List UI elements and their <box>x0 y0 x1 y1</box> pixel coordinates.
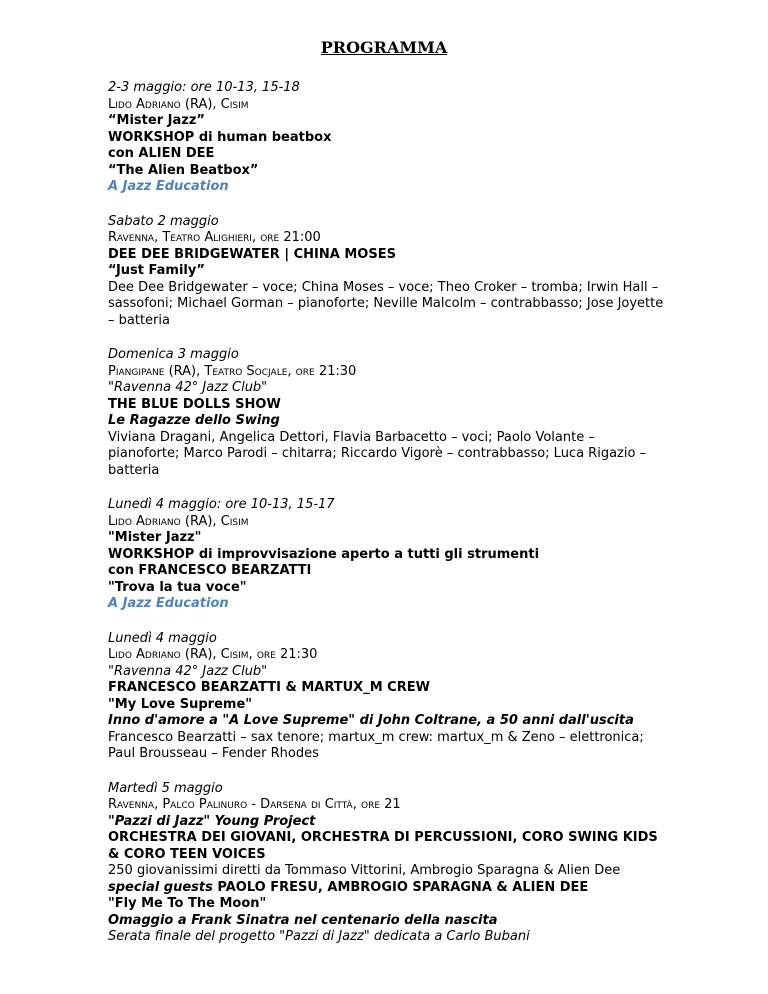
event-lineup: Dee Dee Bridgewater – voce; China Moses – voce; Theo Croker – tromba; Irwin Hall – sassofoni; Michael Gorman – pianoforte; Neville Malcolm – contrabbasso; Jose Joyette – batteria <box>108 279 664 328</box>
event-note: "Ravenna 42° Jazz Club" <box>108 380 268 395</box>
event-lineup: Viviana Dragani, Angelica Dettori, Flavia Barbacetto – voci; Paolo Volante – pianoforte; Marco Parodi – chitarra; Riccardo Vigorè – contrabbasso; Luca Rigazio – batteria <box>108 429 647 478</box>
event-block <box>108 497 668 613</box>
event-headline: "Fly Me To The Moon" <box>108 896 267 911</box>
event-date: Domenica 3 maggio <box>108 347 239 362</box>
event-block <box>108 214 668 330</box>
event-list <box>108 80 668 964</box>
event-headline: con ALIEN DEE <box>108 146 215 161</box>
event-headline: ORCHESTRA DEI GIOVANI, ORCHESTRA DI PERCUSSIONI, CORO SWING KIDS & CORO TEEN VOICES <box>108 830 658 862</box>
event-subtitle: Inno d'amore a "A Love Supreme" di John Coltrane, a 50 anni dall'uscita <box>108 713 634 728</box>
event-headline: "My Love Supreme" <box>108 696 253 712</box>
event-note: Serata finale del progetto "Pazzi di Jazz" dedicata a Carlo Bubani <box>108 929 530 944</box>
event-date: Sabato 2 maggio <box>108 213 219 229</box>
event-headline: “Just Family” <box>108 263 205 278</box>
event-headline: FRANCESCO BEARZATTI & MARTUX_M CREW <box>108 680 430 695</box>
event-subtitle: Omaggio a Frank Sinatra nel centenario della nascita <box>108 912 498 928</box>
event-note: "Ravenna 42° Jazz Club" <box>108 663 268 679</box>
event-headline: "Mister Jazz" <box>108 530 202 545</box>
event-headline: "Trova la tua voce" <box>108 579 247 595</box>
page-title: PROGRAMMA <box>320 38 448 57</box>
event-date: Lunedì 4 maggio <box>108 630 217 646</box>
event-series: A Jazz Education <box>108 596 229 611</box>
event-series: A Jazz Education <box>108 179 229 194</box>
event-block <box>108 347 668 479</box>
event-block <box>108 631 668 763</box>
event-headline: WORKSHOP di human beatbox <box>108 129 332 145</box>
event-venue: Lido Adriano (RA), Cisim, ore 21:30 <box>108 647 318 662</box>
special-guests-label: special guests <box>108 879 213 895</box>
event-venue: Ravenna, Palco Palinuro - Darsena di Città, ore 21 <box>108 797 401 812</box>
event-headline: DEE DEE BRIDGEWATER | CHINA MOSES <box>108 246 396 262</box>
event-date: 2-3 maggio: ore 10-13, 15-18 <box>108 80 300 95</box>
event-subtitle: Le Ragazze dello Swing <box>108 413 280 428</box>
event-lineup: Francesco Bearzatti – sax tenore; martux_m crew: martux_m & Zeno – elettronica; Paul Brousseau – Fender Rhodes <box>108 729 644 761</box>
event-headline: “Mister Jazz” <box>108 113 205 128</box>
event-headline: WORKSHOP di improvvisazione aperto a tutti gli strumenti <box>108 546 540 562</box>
event-block <box>108 781 668 946</box>
event-venue: Piangipane (RA), Teatro Socjale, ore 21:30 <box>108 363 357 379</box>
event-lineup: 250 giovanissimi diretti da Tommaso Vittorini, Ambrogio Sparagna & Alien Dee <box>108 863 621 878</box>
event-headline: THE BLUE DOLLS SHOW <box>108 396 281 412</box>
event-venue: Ravenna, Teatro Alighieri, ore 21:00 <box>108 230 321 245</box>
event-date: Lunedì 4 maggio: ore 10-13, 15-17 <box>108 497 335 512</box>
event-date: Martedì 5 maggio <box>108 780 223 796</box>
event-venue: Lido Adriano (RA), Cisim <box>108 513 249 529</box>
event-headline: “The Alien Beatbox” <box>108 162 259 178</box>
event-headline: con FRANCESCO BEARZATTI <box>108 563 312 578</box>
event-subtitle: "Pazzi di Jazz" Young Project <box>108 813 316 829</box>
special-guests-names: PAOLO FRESU, AMBROGIO SPARAGNA & ALIEN DEE <box>212 879 589 895</box>
event-guests <box>108 880 668 897</box>
event-block <box>108 80 668 196</box>
event-venue: Lido Adriano (RA), Cisim <box>108 96 249 112</box>
